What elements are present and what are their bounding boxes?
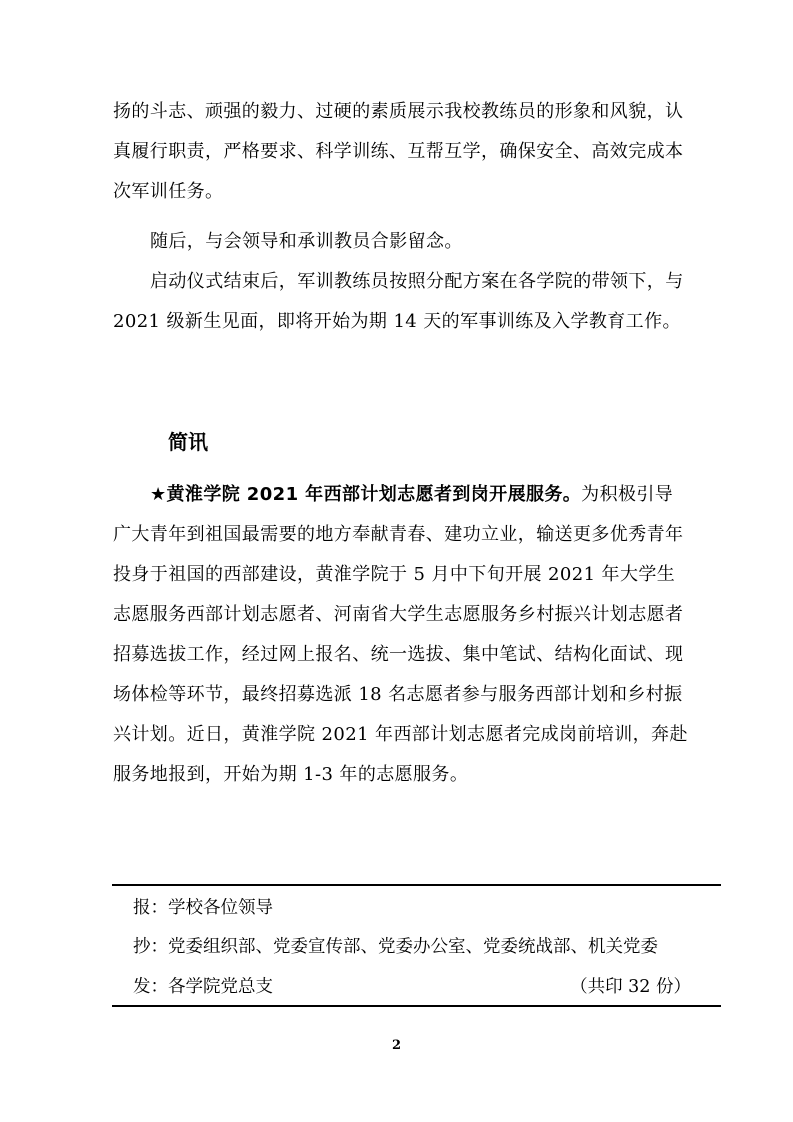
section-heading: 简讯 [168,430,208,454]
body-paragraph: 扬的斗志、顽强的毅力、过硬的素质展示我校教练员的形象和风貌，认真履行职责，严格要求、科学训练、互帮互学，确保安全、高效完成本次军训任务。 [113,101,684,202]
brief-item [113,475,688,795]
copies-count: （共印 32 份） [570,977,691,997]
bottom-divider [112,1005,721,1007]
report-line: 报：学校各位领导 [133,898,273,918]
send-line: 发：各学院党总支 [133,977,273,997]
brief-item-lead: ★黄淮学院 2021 年西部计划志愿者到岗开展服务。 [150,484,582,505]
send-line-row [133,968,708,1006]
top-divider [112,884,721,886]
body-paragraph: 随后，与会领导和承训教员合影留念。 [150,231,463,252]
page-number: 2 [391,1038,402,1053]
brief-item-text: 为积极引导广大青年到祖国最需要的地方奉献青春、建功立业，输送更多优秀青年投身于祖国的西部建设，黄淮学院于 5 月中下旬开展 2021 年大学生志愿服务西部计划志愿者、河南省大学生志愿服务乡村振兴计划志愿者招募选拔工作，经过网上报名、统一选拔、集中笔试、结构化面试、现场体检等环节，最终招募选派 18 名志愿者参与服务西部计划和乡村振兴计划。近日，黄淮学院 2021 年西部计划志愿者完成岗前培训，奔赴服务地报到，开始为期 1-3 年的志愿服务。 [113,484,688,785]
body-paragraph: 启动仪式结束后，军训教练员按照分配方案在各学院的带领下，与 2021 级新生见面，即将开始为期 14 天的军事训练及入学教育工作。 [113,271,684,332]
copy-line: 抄：党委组织部、党委宣传部、党委办公室、党委统战部、机关党委 [133,937,658,957]
